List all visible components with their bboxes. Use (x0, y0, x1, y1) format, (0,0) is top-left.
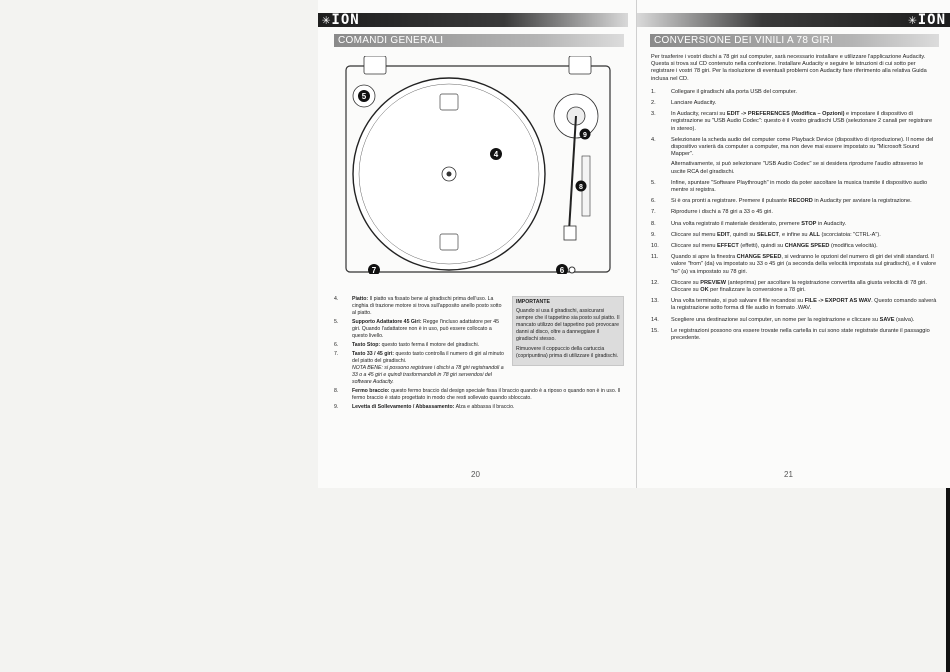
callout-7 (368, 264, 380, 274)
legend-list (332, 296, 506, 386)
svg-text:9: 9 (583, 132, 587, 139)
step-item: 11. Quando si apre la finestra CHANGE SPEED, si vedranno le opzioni del numero di giri dei vinili standard. Il valore "from" (da) va impostato su 33 o 45 giri (a seconda della velocità impostata sul giradischi), e il valore "to" (a) va impostato su 78 giri. (651, 254, 937, 275)
step-item: 1. Collegare il giradischi alla porta USB del computer. (651, 88, 797, 95)
brand-logo: ✳ION (908, 12, 946, 28)
brand-logo: ✳ION (322, 12, 360, 28)
page-number: 20 (471, 470, 480, 479)
svg-text:4: 4 (493, 150, 499, 159)
callout-5 (358, 90, 370, 102)
step-item: 15. Le registrazioni possono ora essere trovate nella cartella in cui sono state registrate durante il passaggio precedente. (651, 327, 930, 342)
step-item: 13. Una volta terminato, si può salvare il file recandosi su FILE -> EXPORT AS WAV. Questo comando salverà la registrazione sotto forma di file audio in formato .WAV. (651, 298, 937, 312)
legend-item: 5. Supporto Adattatore 45 Giri: Regge l'incluso adattatore per 45 giri. Quando l'adattatore non è in uso, può essere collocato a questo livello. (334, 319, 499, 339)
legend-item: 4. Piatto: Il piatto va fissato bene al giradischi prima dell'uso. La cinghia di trazione motore si trova sull'apposito anello posto sotto al piatto. (334, 296, 502, 316)
svg-text:7: 7 (371, 266, 377, 274)
legend-list-full (332, 388, 622, 411)
section-title: CONVERSIONE DEI VINILI A 78 GIRI (650, 34, 939, 47)
conversion-steps (651, 54, 937, 346)
step-item: 12. Cliccare su PREVIEW (anteprima) per ascoltare la registrazione convertita alla giusta velocità di 78 giri. Cliccare su OK per finalizzare la conversione a 78 giri. (651, 279, 927, 294)
callout-9 (580, 129, 591, 140)
note-text: NOTA BENE: si possono registrare i dischi a 78 giri registrandoli a 33 o a 45 giri e quindi trasformandoli in 78 giri servendosi del software Audacity. (352, 365, 504, 385)
step-item: 5. Infine, spuntare "Software Playthrough" in modo da poter ascoltare la musica tramite il dispositivo audio mentre si registra. (651, 179, 928, 194)
turntable-illustration (344, 56, 614, 274)
step-item: 7. Riprodurre i dischi a 78 giri a 33 o 45 giri. (651, 209, 773, 216)
scan-edge-line (946, 488, 950, 672)
legend-item: 6. Tasto Stop: questo tasto ferma il motore del giradischi. (334, 342, 480, 348)
callout-8 (576, 181, 587, 192)
section-title: COMANDI GENERALI (334, 34, 624, 47)
right-page (637, 0, 950, 488)
legend-item: 7. Tasto 33 / 45 giri: questo tasto controlla il numero di giri al minuto del piatto del giradischi. NOTA BENE: si possono registrare i dischi a 78 giri registrandoli a 33 o a 45 giri e quindi trasformandoli in 78 giri servendosi del software Audacity. (332, 351, 506, 386)
svg-text:8: 8 (579, 184, 583, 191)
left-page (318, 0, 637, 488)
svg-text:5: 5 (361, 92, 367, 101)
step-item: 14. Scegliere una destinazione sul computer, un nome per la registrazione e cliccare su SAVE (salva). (651, 316, 915, 323)
page-number: 21 (784, 470, 793, 479)
intro-paragraph: Per trasferire i vostri dischi a 78 giri sul computer, sarà necessario installare e utilizzare l'applicazione Audacity. Questa si trova sul CD contenuto nella confezione. Installare Audacity e seguire le istruzioni di cui sotto per registrare i vostri 78 giri. Per la risoluzione di eventuali problemi con Audacity fare riferimento alla relativa Guida inclusa nel CD. (651, 54, 927, 82)
left-header-bar (318, 13, 628, 27)
callout-4 (490, 148, 502, 160)
important-title: IMPORTANTE (516, 299, 550, 305)
step-item: 4. Selezionare la scheda audio del computer come Playback Device (dispositivo di riproduzione). Il nome del dispositivo varierà da computer a computer, ma non deve mai essere impostato su "Microsoft Sound Mapper". Alternativamente, si può selezionare "USB Audio Codec" se si desidera riprodurre l'audio attraverso le uscite RCA del giradischi. (651, 136, 934, 175)
step-item: 10. Cliccare sul menu EFFECT (effetti), quindi su CHANGE SPEED (modifica velocità). (651, 243, 878, 250)
important-text-1: Quando si usa il giradischi, assicurarsi sempre che il tappetino sia posto sul piatto. Il mancato utilizzo del tappetino può provocare danni al disco, oltre a danneggiare il giradischi stesso. (516, 308, 620, 342)
legend-item: 9. Levetta di Sollevamento / Abbassamento: Alza e abbassa il braccio. (334, 404, 515, 410)
important-box (512, 296, 624, 366)
important-text-2: Rimuovere il coppuccio della cartuccia (copripuntina) prima di utilizzare il giradischi. (516, 346, 619, 359)
steps-list (651, 89, 937, 342)
step-item: 3. In Audacity, recarsi su EDIT -> PREFERENCES (Modifica – Opzioni) e impostare il dispositivo di registrazione su "USB Audio Codec": questo è il vostro giradischi USB (selezionare 2 canali per registrare in stereo). (651, 111, 933, 132)
right-header-bar (637, 13, 950, 27)
controls-legend (332, 296, 628, 413)
legend-item: 8. Fermo braccio: questo fermo braccio dal design speciale fissa il braccio quando è a riposo o quando non è in uso. Il fermo braccio è stato progettato in modo che resti sollevato quando sbloccato. (334, 388, 621, 401)
callout-6 (556, 264, 568, 274)
svg-text:6: 6 (559, 266, 565, 274)
step-item: 2. Lanciare Audacity. (651, 100, 717, 107)
step-item: 9. Cliccare sul menu EDIT, quindi su SELECT, e infine su ALL (scorciatoia: "CTRL-A"). (651, 231, 881, 238)
step-item: 6. Si è ora pronti a registrare. Premere il pulsante RECORD in Audacity per avviare la registrazione. (651, 198, 912, 205)
step-item: 8. Una volta registrato il materiale desiderato, premere STOP in Audacity. (651, 220, 847, 227)
